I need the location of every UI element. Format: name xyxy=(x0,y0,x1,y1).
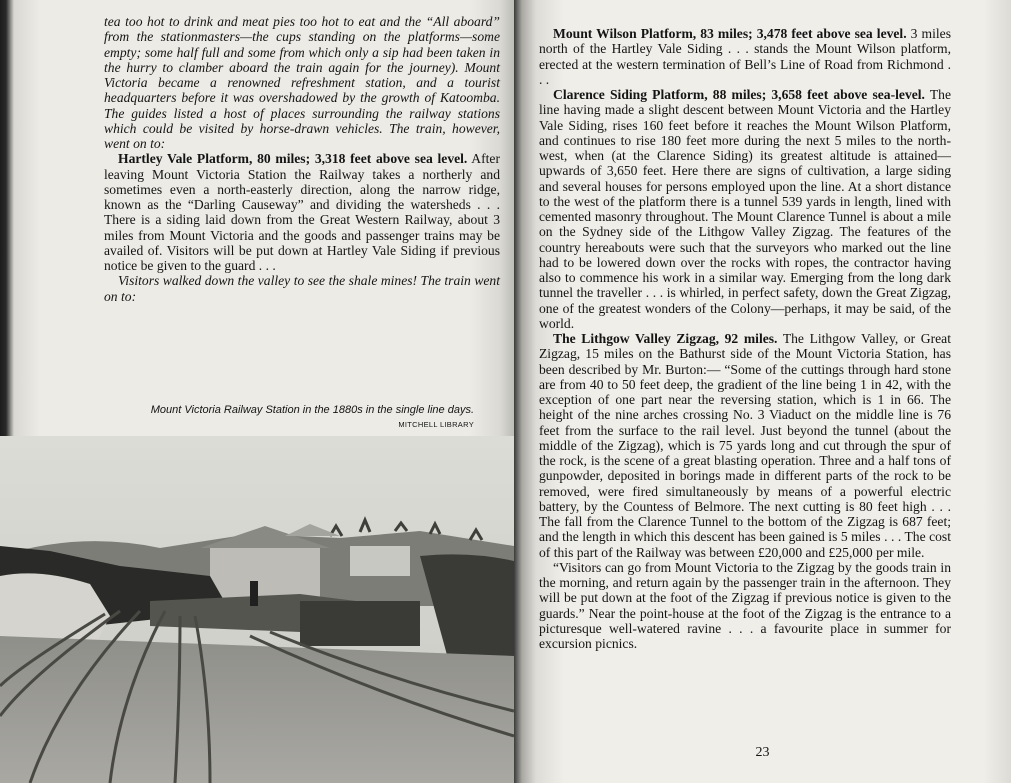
paragraph-mount-wilson xyxy=(539,26,951,87)
heading-clarence-siding: Clarence Siding Platform, 88 miles; 3,658 feet above sea-level. xyxy=(553,87,925,102)
photo-caption: Mount Victoria Railway Station in the 1880s in the single line days. xyxy=(150,404,474,416)
station-photo xyxy=(0,436,514,783)
paragraph-clarence-siding xyxy=(539,87,951,331)
paragraph-tea-room: tea too hot to drink and meat pies too hot to eat and the “All aboard” from the stationmasters—the cups standing on the platforms—some empty; some half full and some from which only a sip had been taken in the hurry to clamber aboard the train again for the journey). Mount Victoria became a renowned refreshment station, and a tourist headquarters before it was overshadowed by the growth of Katoomba. The guides listed a host of places surrounding the railway stations which could be visited by horse-drawn vehicles. The train, however, went on to: xyxy=(104,14,500,151)
right-page xyxy=(514,0,1011,783)
heading-lithgow-zigzag: The Lithgow Valley Zigzag, 92 miles. xyxy=(553,331,778,346)
body-lithgow-zigzag: The Lithgow Valley, or Great Zigzag, 15 miles on the Bathurst side of the Mount Victoria Station, has been described by Mr. Burton:— “Some of the cuttings through hard stone are from 40 to 50 feet deep, the gradient of the line being 1 in 42, with the exception of one part near the reversing station, which is 1 in 66. The height of the nine arches crossing No. 3 Viaduct on the middle line is 76 feet from the surface to the rail level. Just beyond the tunnel (about the middle of the Zigzag), which is 75 yards long and cut through the spur of the rock, is the scene of a great blasting operation. Three and a half tons of gunpowder, deposited in borings made in different parts of the rock to be removed, were fired simultaneously by means of a powerful electric battery, by the Countess of Belmore. The next cutting is 80 feet high . . . The fall from the Clarence Tunnel to the bottom of the Zigzag is 687 feet; and the length in which this descent has been gained is 5 miles . . . The cost of this part of the Railway was between £20,000 and £25,000 per mile. xyxy=(539,331,951,560)
heading-hartley-vale: Hartley Vale Platform, 80 miles; 3,318 feet above sea level. xyxy=(118,151,468,167)
photo-credit: MITCHELL LIBRARY xyxy=(398,420,474,429)
paragraph-lithgow-zigzag xyxy=(539,331,951,560)
body-mount-wilson: 3 miles north of the Hartley Vale Siding . . . stands the Mount Wilson platform, erected at the western termination of Bell’s Line of Road from Richmond . . . xyxy=(539,26,951,87)
body-clarence-siding: The line having made a slight descent between Mount Victoria and the Hartley Vale Siding, rises 160 feet before it reaches the Mount Wilson Platform, and continues to rise 180 feet more during the next 5 miles to the north-west, when (at the Clarence Siding) its greatest altitude is attained—upwards of 3,650 feet. Here there are signs of cultivation, a large siding and several houses for persons employed upon the line. At a short distance to the west of the platform there is a tunnel 539 yards in length, lined with cemented masonry throughout. The Mount Clarence Tunnel is about a mile on the Sydney side of the Lithgow Valley Zigzag. The features of the country hereabouts were such that the surveyors who marked out the line had to be lowered down over the rocks with ropes, the contractor having also to commence his work in a similar way. Emerging from the long dark tunnel the traveller . . . is whirled, in perfect safety, down the Great Zigzag, one of the greatest wonders of the Colony—perhaps, it may be said, of the world. xyxy=(539,87,951,331)
page-number: 23 xyxy=(755,745,770,760)
paragraph-shale-mines: Visitors walked down the valley to see the shale mines! The train went on to: xyxy=(104,273,500,304)
heading-mount-wilson: Mount Wilson Platform, 83 miles; 3,478 feet above sea level. xyxy=(553,26,907,41)
body-hartley-vale: After leaving Mount Victoria Station the Railway takes a northerly and sometimes even a north-easterly direction, along the narrow ridge, known as the “Darling Causeway” and dividing the watersheds . . . There is a siding laid down from the Great Western Railway, about 3 miles from Mount Victoria and the goods and passenger trains may be availed of. Visitors will be put down at Hartley Vale Siding if previous notice be given to the guard . . . xyxy=(104,151,500,273)
left-page-text xyxy=(104,14,500,304)
paragraph-hartley-vale xyxy=(104,151,500,273)
right-page-text xyxy=(539,26,951,651)
paragraph-visitors-zigzag: “Visitors can go from Mount Victoria to the Zigzag by the goods train in the morning, and return again by the passenger train in the afternoon. They will be put down at the foot of the Zigzag if previous notice is given to the guards.” Near the point-house at the foot of the Zigzag is the entrance to a picturesque well-watered ravine . . . a favourite place in summer for excursion picnics. xyxy=(539,559,951,651)
